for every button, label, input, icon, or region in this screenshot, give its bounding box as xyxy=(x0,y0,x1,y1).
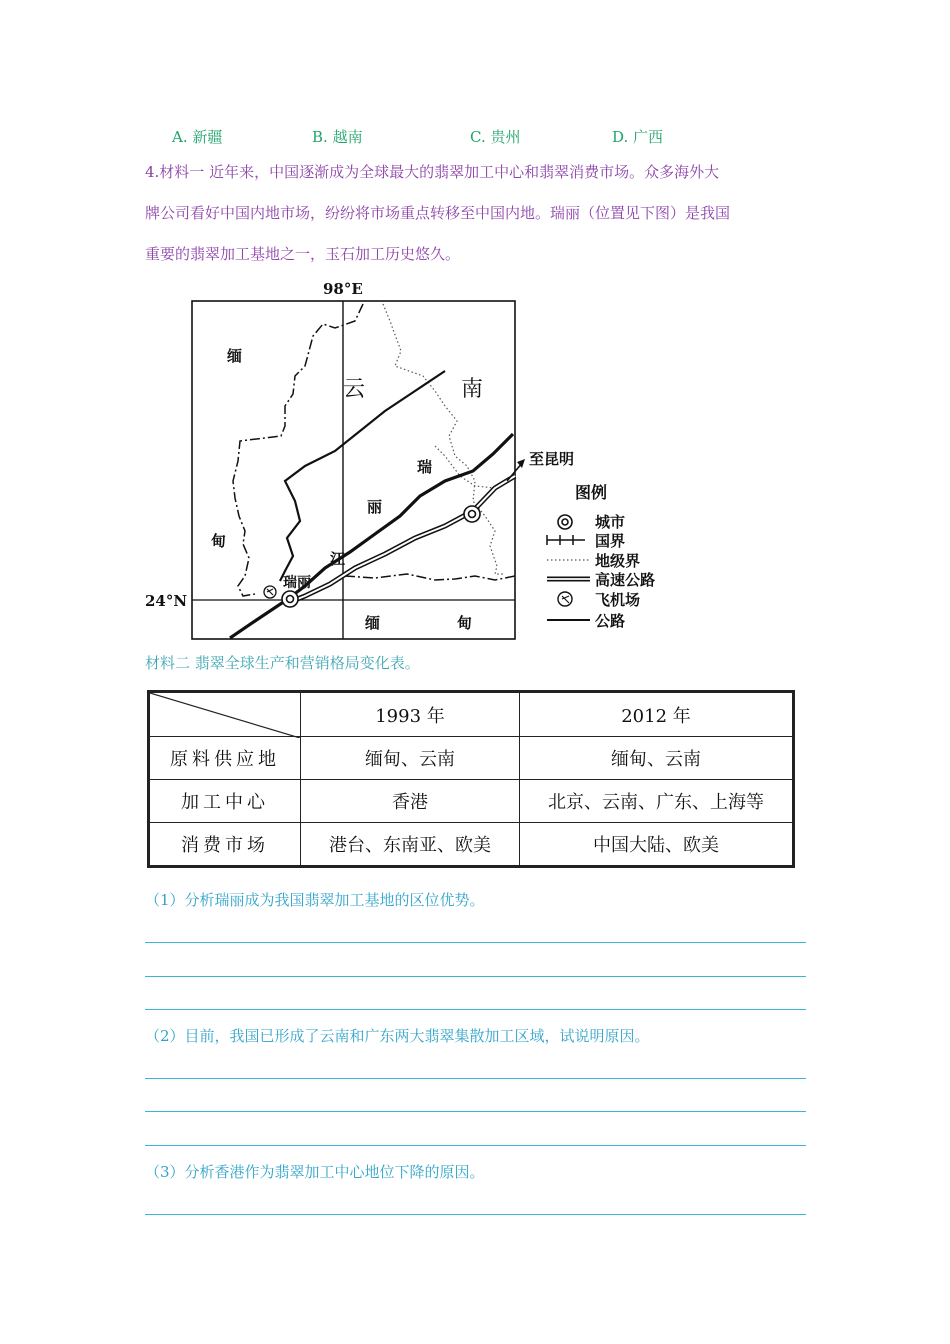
legend-airport: 飞机场 xyxy=(595,591,641,609)
table-cell: 港台、东南亚、欧美 xyxy=(301,822,520,866)
label-mian-south: 缅 xyxy=(365,614,381,632)
label-jiang: 江 xyxy=(330,550,346,568)
table-cell: 缅甸、云南 xyxy=(520,737,794,780)
q4-line-3: 重要的翡翠加工基地之一，玉石加工历史悠久。 xyxy=(145,245,461,263)
legend-road: 公路 xyxy=(595,612,626,630)
legend-national-border: 国界 xyxy=(595,532,626,550)
answer-line[interactable] xyxy=(145,976,806,977)
legend-border-icon xyxy=(547,535,585,545)
label-dian-west: 甸 xyxy=(211,532,227,550)
row-header-raw-material: 原料供应地 xyxy=(149,737,301,780)
ruili-city-icon xyxy=(282,591,298,607)
option-b: B. 越南 xyxy=(312,128,363,146)
jade-pattern-table xyxy=(147,690,795,868)
table-header-2012: 2012 年 xyxy=(520,692,794,737)
table-row xyxy=(149,822,794,866)
row-header-consumer: 消费市场 xyxy=(149,822,301,866)
table-corner-cell xyxy=(149,692,301,737)
legend-airport-icon xyxy=(558,592,572,606)
label-nan: 南 xyxy=(461,377,484,402)
answer-line[interactable] xyxy=(145,1214,806,1215)
label-dian-south: 甸 xyxy=(457,614,473,632)
road-north xyxy=(280,371,445,581)
option-c: C. 贵州 xyxy=(470,128,521,146)
table-row xyxy=(149,737,794,780)
corner-diagonal xyxy=(150,693,300,738)
legend-city: 城市 xyxy=(595,513,626,531)
answer-line[interactable] xyxy=(145,1145,806,1146)
sub-question-1: （1）分析瑞丽成为我国翡翠加工基地的区位优势。 xyxy=(145,891,485,909)
legend-prefecture: 地级界 xyxy=(595,552,641,570)
table-header-1993: 1993 年 xyxy=(301,692,520,737)
label-ruili-city: 瑞丽 xyxy=(283,575,311,591)
label-li: 丽 xyxy=(367,498,383,516)
legend-expressway: 高速公路 xyxy=(595,571,656,589)
sub-question-3: （3）分析香港作为翡翠加工中心地位下降的原因。 xyxy=(145,1163,485,1181)
material-2-label: 材料二 翡翠全球生产和营销格局变化表。 xyxy=(145,654,420,672)
expressway-inner xyxy=(290,476,515,602)
sub-question-2: （2）目前，我国已形成了云南和广东两大翡翠集散加工区域，试说明原因。 xyxy=(145,1027,650,1045)
label-rui: 瑞 xyxy=(417,458,433,476)
city-icon xyxy=(464,506,480,522)
airport-icon xyxy=(264,586,276,598)
q4-line-1: 4.材料一 近年来，中国逐渐成为全球最大的翡翠加工中心和翡翠消费市场。众多海外大 xyxy=(145,163,720,181)
answer-line[interactable] xyxy=(145,1111,806,1112)
expressway xyxy=(290,476,515,602)
table-row xyxy=(149,779,794,822)
table-cell: 北京、云南、广东、上海等 xyxy=(520,779,794,822)
lon-label: 98°E xyxy=(323,280,363,298)
row-header-processing: 加工中心 xyxy=(149,779,301,822)
option-a: A. 新疆 xyxy=(172,128,223,146)
table-header-row xyxy=(149,692,794,737)
label-yun: 云 xyxy=(343,377,366,402)
ruili-location-map xyxy=(145,276,665,646)
ruili-river xyxy=(230,434,513,638)
legend-city-icon xyxy=(558,515,572,529)
table-cell: 中国大陆、欧美 xyxy=(520,822,794,866)
national-border xyxy=(233,304,515,596)
table-cell: 缅甸、云南 xyxy=(301,737,520,780)
answer-line[interactable] xyxy=(145,1078,806,1079)
prefecture-border xyxy=(383,304,503,574)
map-legend xyxy=(547,483,655,630)
label-mian-north: 缅 xyxy=(227,347,243,365)
option-d: D. 广西 xyxy=(612,128,664,146)
lat-label: 24°N xyxy=(145,592,188,610)
kunming-label: 至昆明 xyxy=(529,450,575,468)
q4-line-2: 牌公司看好中国内地市场，纷纷将市场重点转移至中国内地。瑞丽（位置见下图）是我国 xyxy=(145,204,731,222)
table-cell: 香港 xyxy=(301,779,520,822)
answer-line[interactable] xyxy=(145,942,806,943)
question-4-material-1 xyxy=(145,152,810,275)
legend-title: 图例 xyxy=(575,483,608,502)
answer-line[interactable] xyxy=(145,1009,806,1010)
